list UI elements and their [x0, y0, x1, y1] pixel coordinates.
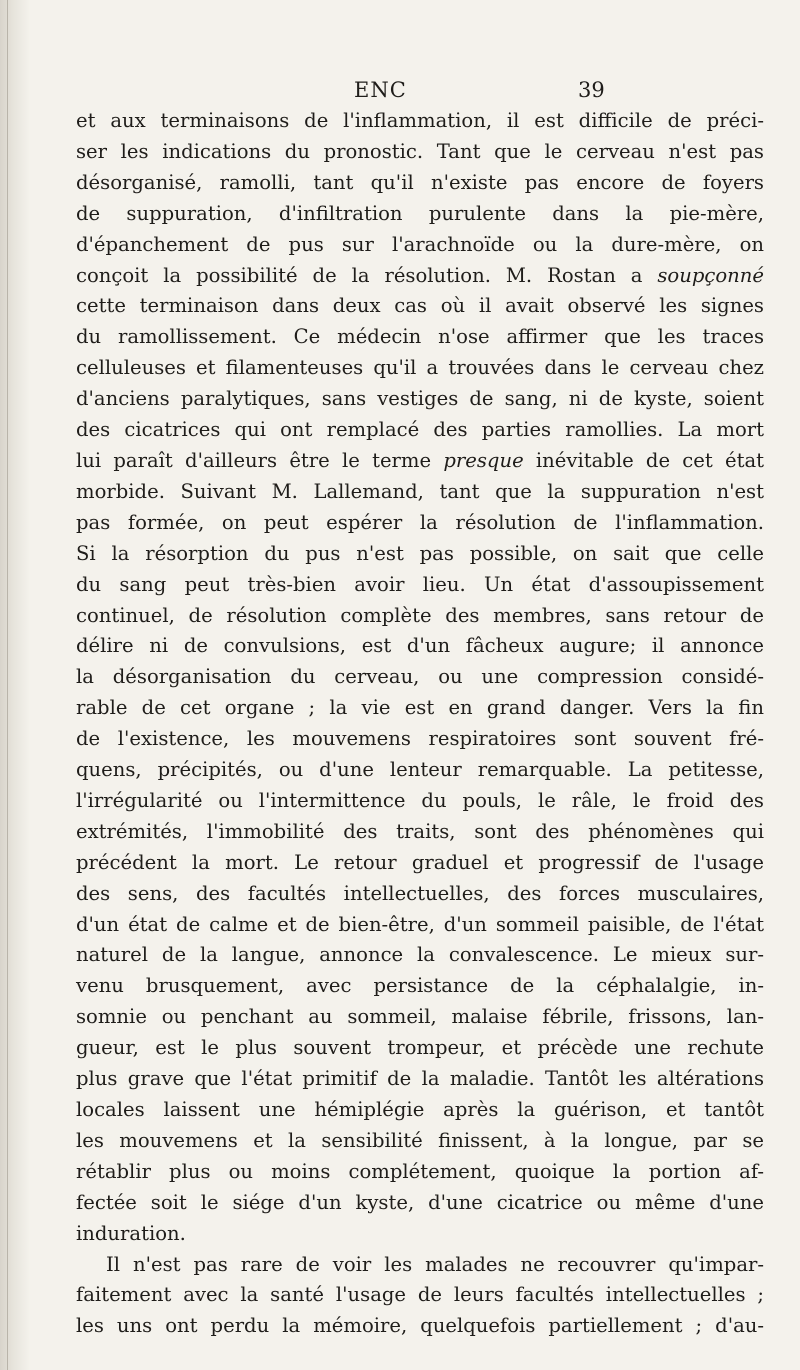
text-line: venu brusquement, avec persistance de la céphalalgie, in- — [76, 974, 764, 998]
italic-word: presque — [443, 448, 524, 472]
text-line: ser les indications du pronostic. Tant que le cerveau n'est pas — [76, 139, 764, 163]
text-line: les mouvemens et la sensibilité finissent, à la longue, par se — [76, 1128, 764, 1152]
text-line: de suppuration, d'infiltration purulente dans la pie-mère, — [76, 201, 764, 225]
text-line: quens, précipités, ou d'une lenteur remarquable. La petitesse, — [76, 758, 764, 782]
text-line — [76, 446, 764, 477]
paragraph — [76, 106, 764, 1250]
text-line: faitement avec la santé l'usage de leurs facultés intellectuelles ; — [76, 1283, 764, 1307]
text-line: l'irrégularité ou l'intermittence du pouls, le râle, le froid des — [76, 788, 764, 812]
text-line: plus grave que l'état primitif de la maladie. Tantôt les altérations — [76, 1067, 764, 1091]
text-line: cette terminaison dans deux cas où il avait observé les signes — [76, 294, 764, 318]
text-line: continuel, de résolution complète des membres, sans retour de — [76, 603, 764, 627]
text-line: fectée soit le siége d'un kyste, d'une cicatrice ou même d'une — [76, 1190, 764, 1214]
text-line — [76, 261, 764, 292]
text-line: pas formée, on peut espérer la résolution de l'inflammation. — [76, 510, 764, 534]
text-line: d'épanchement de pus sur l'arachnoïde ou la dure-mère, on — [76, 232, 764, 256]
text-line: la désorganisation du cerveau, ou une compression considé- — [76, 665, 764, 689]
text-line: et aux terminaisons de l'inflammation, il est difficile de préci- — [76, 109, 764, 132]
text-line: du ramollissement. Ce médecin n'ose affirmer que les traces — [76, 325, 764, 349]
text-line: naturel de la langue, annonce la convalescence. Le mieux sur- — [76, 943, 764, 967]
body-text — [76, 106, 764, 1342]
text-line: Il n'est pas rare de voir les malades ne recouvrer qu'impar- — [106, 1252, 764, 1276]
text-segment: conçoit la possibilité de la résolution. M. Rostan a — [76, 263, 658, 287]
binding-edge — [0, 0, 30, 1370]
text-line: du sang peut très-bien avoir lieu. Un état d'assoupissement — [76, 572, 764, 596]
text-line: des sens, des facultés intellectuelles, des forces musculaires, — [76, 881, 764, 905]
text-line: somnie ou penchant au sommeil, malaise fébrile, frissons, lan- — [76, 1005, 764, 1029]
text-segment: lui paraît d'ailleurs être le terme — [76, 448, 444, 472]
text-line: gueur, est le plus souvent trompeur, et précède une rechute — [76, 1036, 764, 1060]
text-line: Si la résorption du pus n'est pas possible, on sait que celle — [76, 541, 764, 565]
text-line: les uns ont perdu la mémoire, quelquefois partiellement ; d'au- — [76, 1314, 764, 1338]
text-line: rétablir plus ou moins complétement, quoique la portion af- — [76, 1159, 764, 1183]
text-line: induration. — [76, 1221, 186, 1245]
running-head — [76, 72, 764, 106]
italic-word: soupçonné — [657, 263, 764, 287]
text-line: délire ni de convulsions, est d'un fâcheux augure; il annonce — [76, 634, 764, 658]
page-number: 39 — [578, 78, 605, 102]
text-line: d'anciens paralytiques, sans vestiges de sang, ni de kyste, soient — [76, 387, 764, 411]
text-line: extrémités, l'immobilité des traits, sont des phénomènes qui — [76, 819, 764, 843]
text-line: désorganisé, ramolli, tant qu'il n'existe pas encore de foyers — [76, 170, 764, 194]
book-page — [76, 72, 764, 1342]
text-line: celluleuses et filamenteuses qu'il a trouvées dans le cerveau chez — [76, 356, 764, 380]
running-head-title: ENC — [354, 78, 407, 102]
text-line: locales laissent une hémiplégie après la guérison, et tantôt — [76, 1098, 764, 1121]
text-line: précédent la mort. Le retour graduel et progressif de l'usage — [76, 850, 764, 874]
text-line: rable de cet organe ; la vie est en grand danger. Vers la fin — [76, 696, 764, 720]
text-line: des cicatrices qui ont remplacé des parties ramollies. La mort — [76, 418, 764, 442]
text-line: de l'existence, les mouvemens respiratoires sont souvent fré- — [76, 727, 764, 751]
text-segment: inévitable de cet état — [523, 448, 764, 472]
text-line: d'un état de calme et de bien-être, d'un sommeil paisible, de l'état — [76, 912, 764, 936]
binding-line — [7, 0, 8, 1370]
paragraph — [76, 1250, 764, 1343]
text-line: morbide. Suivant M. Lallemand, tant que la suppuration n'est — [76, 479, 764, 503]
